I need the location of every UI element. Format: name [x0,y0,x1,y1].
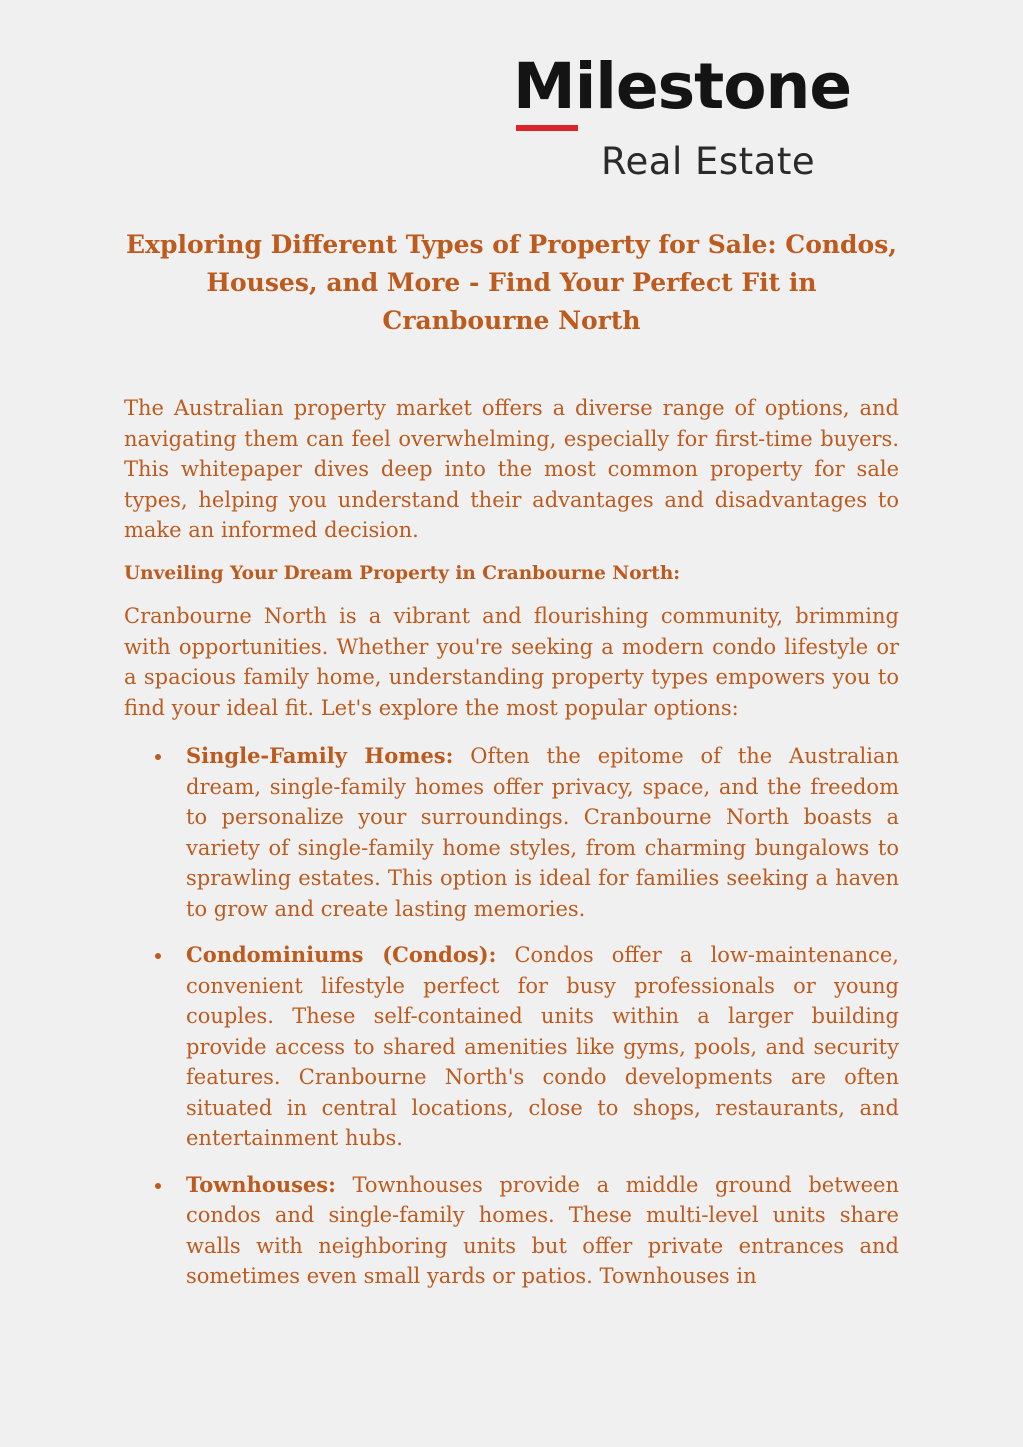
list-item-condos [186,940,899,1154]
section-heading: Unveiling Your Dream Property in Cranbourne North: [124,562,681,584]
logo-accent-bar [516,125,578,131]
intro-paragraph: The Australian property market offers a diverse range of options, and navigating them can feel overwhelming, especially for first-time buyers. This whitepaper dives deep into the most common property for sale types, helping you understand their advantages and disadvantages to make an informed decision. [124,396,899,542]
list-item-label: Condominiums (Condos): [186,942,497,967]
logo-subtitle: Real Estate [601,140,816,183]
list-item-label: Townhouses: [186,1171,336,1197]
company-logo [513,50,913,185]
list-item-label: Single-Family Homes: [186,743,454,768]
list-item-text: Townhouses provide a middle ground between condos and single-family homes. These multi-level units share walls with neighboring units but offer private entrances and sometimes even small yards or patios. Townhouses in [186,1172,899,1288]
document-title: Exploring Different Types of Property for Sale: Condos, Houses, and More - Find Your Perfect Fit in Cranbourne North [126,230,897,335]
list-item-townhouses [186,1170,899,1292]
list-item-single-family [186,741,899,924]
list-item-text: Often the epitome of the Australian dream, single-family homes offer privacy, space, and the freedom to personalize your surroundings. Cranbourne North boasts a variety of single-family home styles, from charming bungalows to sprawling estates. This option is ideal for families seeking a haven to grow and create lasting memories. [186,744,899,921]
bullet-icon [155,1183,161,1189]
list-item-text: Condos offer a low-maintenance, convenient lifestyle perfect for busy professionals or young couples. These self-contained units within a larger building provide access to shared amenities like gyms, pools, and security features. Cranbourne North's condo developments are often situated in central locations, close to shops, restaurants, and entertainment hubs. [186,943,899,1150]
property-type-list [124,741,899,1292]
document-body [124,393,899,1308]
bullet-icon [155,754,161,760]
logo-wordmark: Milestone [513,50,852,123]
section-paragraph: Cranbourne North is a vibrant and flourishing community, brimming with opportunities. Whether you're seeking a modern condo lifestyle or a spacious family home, understanding property types empowers you to find your ideal fit. Let's explore the most popular options: [124,604,899,720]
bullet-icon [155,953,161,959]
